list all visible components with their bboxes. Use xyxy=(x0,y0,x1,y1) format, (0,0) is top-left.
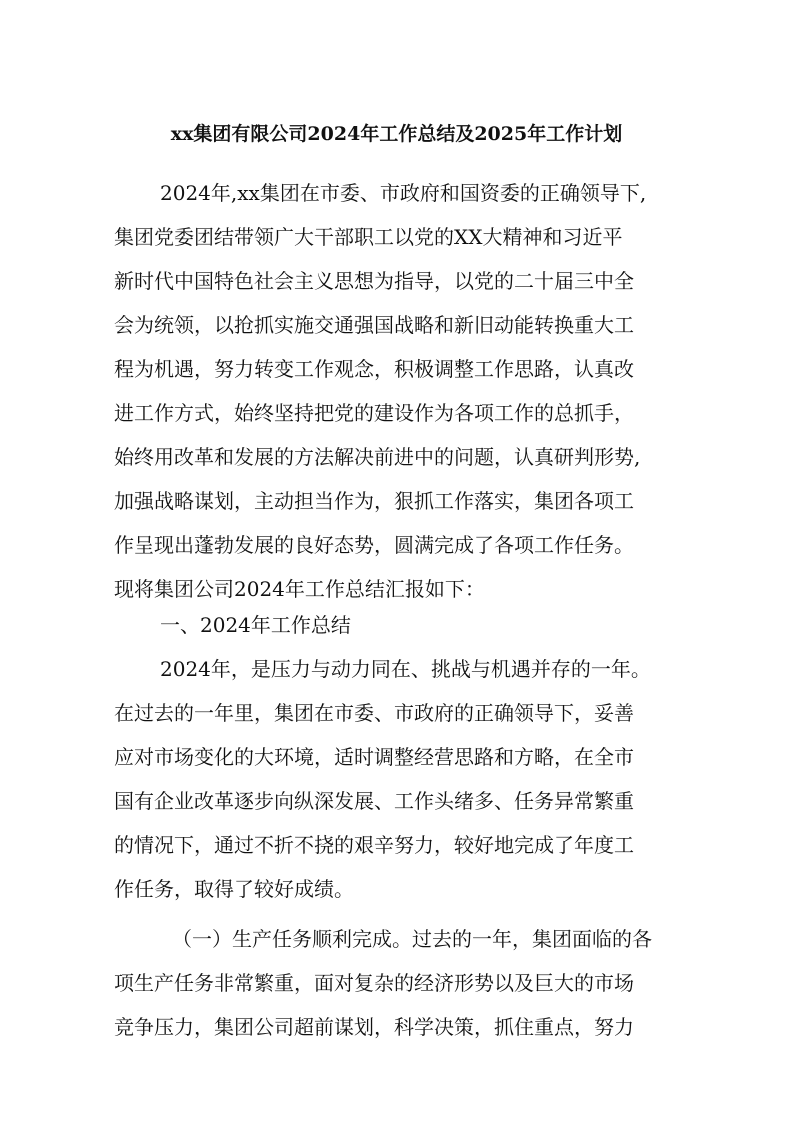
section-line-5: 的情况下，通过不折不挠的艰辛努力，较好地完成了年度工 xyxy=(114,833,634,857)
section-heading: 一、2024年工作总结 xyxy=(160,613,351,637)
section-line-2: 在过去的一年里，集团在市委、市政府的正确领导下，妥善 xyxy=(114,701,634,725)
section-line-3: 应对市场变化的大环境，适时调整经营思路和方略，在全市 xyxy=(114,745,634,769)
intro-line-8: 加强战略谋划，主动担当作为，狠抓工作落实，集团各项工 xyxy=(114,489,634,513)
intro-line-9: 作呈现出蓬勃发展的良好态势，圆满完成了各项工作任务。 xyxy=(114,533,634,557)
subsection-line-2: 项生产任务非常繁重，面对复杂的经济形势以及巨大的市场 xyxy=(114,971,634,995)
intro-line-7: 始终用改革和发展的方法解决前进中的问题，认真研判形势, xyxy=(114,445,641,469)
intro-line-4: 会为统领，以抢抓实施交通强国战略和新旧动能转换重大工 xyxy=(114,313,634,337)
intro-line-6: 进工作方式，始终坚持把党的建设作为各项工作的总抓手， xyxy=(114,401,634,425)
section-line-6: 作任务，取得了较好成绩。 xyxy=(114,877,354,901)
intro-line-1: 2024年,xx集团在市委、市政府和国资委的正确领导下, xyxy=(160,181,647,205)
subsection-line-3: 竞争压力，集团公司超前谋划，科学决策，抓住重点，努力 xyxy=(114,1015,634,1039)
intro-line-5: 程为机遇，努力转变工作观念，积极调整工作思路，认真改 xyxy=(114,357,634,381)
intro-line-3: 新时代中国特色社会主义思想为指导，以党的二十届三中全 xyxy=(114,269,634,293)
document-title: xx集团有限公司2024年工作总结及2025年工作计划 xyxy=(170,123,623,145)
subsection-line-1: （一）生产任务顺利完成。过去的一年，集团面临的各 xyxy=(172,927,652,951)
section-line-1: 2024年，是压力与动力同在、挑战与机遇并存的一年。 xyxy=(160,657,651,681)
section-line-4: 国有企业改革逐步向纵深发展、工作头绪多、任务异常繁重 xyxy=(114,789,634,813)
intro-line-2: 集团党委团结带领广大干部职工以党的XX大精神和习近平 xyxy=(114,225,623,249)
intro-line-10: 现将集团公司2024年工作总结汇报如下： xyxy=(114,577,485,601)
